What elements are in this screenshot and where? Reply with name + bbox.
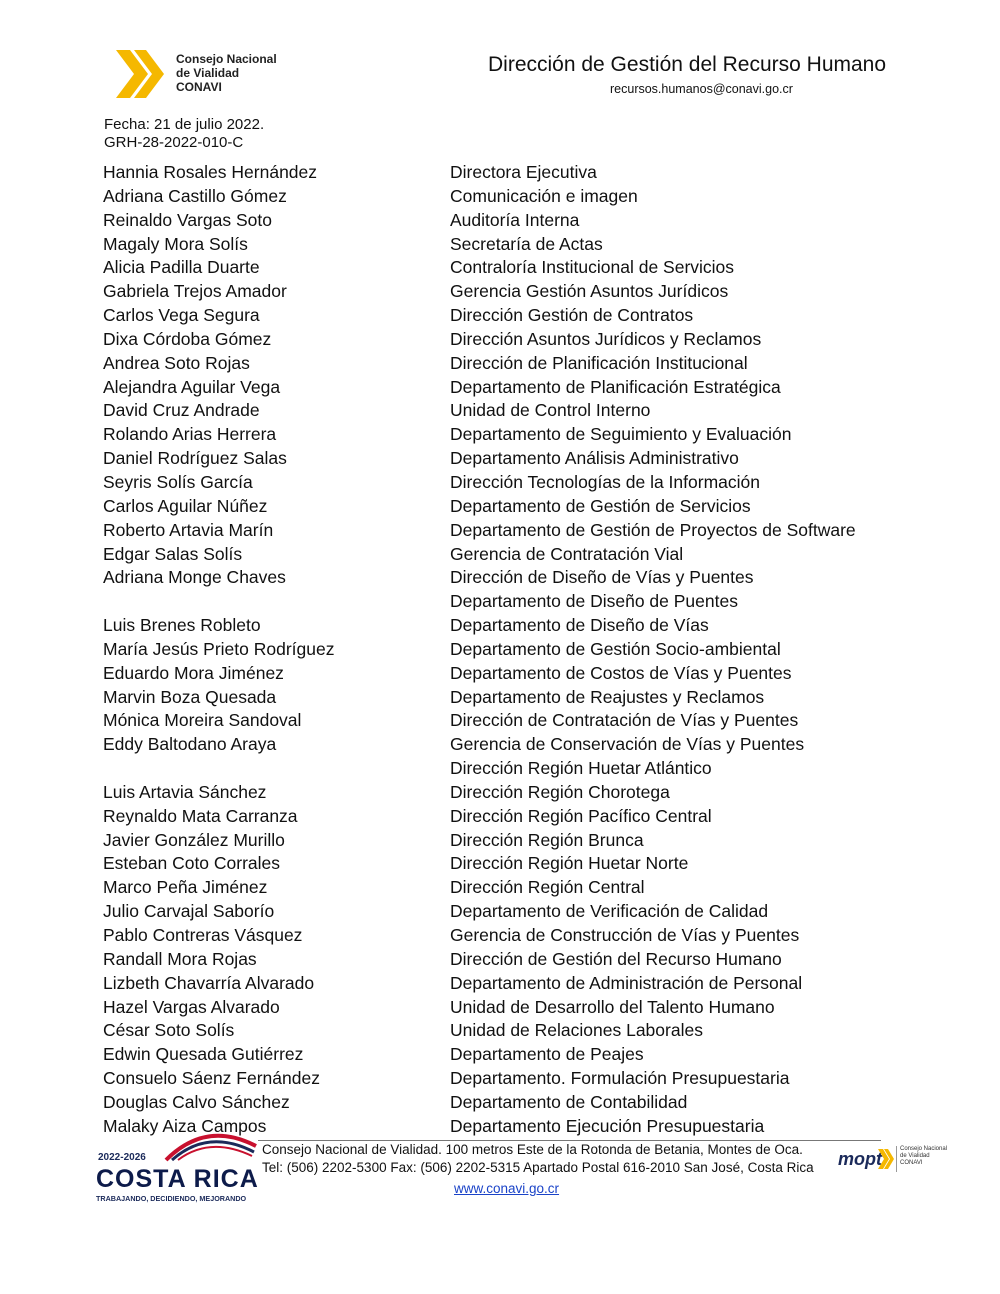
- recipient-name: Reinaldo Vargas Soto: [103, 209, 272, 230]
- conavi-logo: [112, 44, 287, 104]
- recipient-row: [103, 1043, 893, 1067]
- recipient-name: Esteban Coto Corrales: [103, 853, 281, 874]
- mopt-logo: [838, 1146, 948, 1176]
- recipient-name: Carlos Vega Segura: [103, 305, 260, 326]
- recipient-name: Consuelo Sáenz Fernández: [103, 1068, 320, 1089]
- recipient-name: Adriana Castillo Gómez: [103, 185, 287, 206]
- recipient-row: [103, 233, 893, 257]
- mopt-wordmark: mopt: [838, 1149, 882, 1169]
- recipient-row: [103, 471, 893, 495]
- recipient-row: [103, 352, 893, 376]
- recipient-unit: Departamento Análisis Administrativo: [450, 448, 739, 469]
- recipient-name: Julio Carvajal Saborío: [103, 901, 275, 922]
- recipient-list: [103, 161, 893, 1139]
- recipient-name: Mónica Moreira Sandoval: [103, 710, 302, 731]
- website-link[interactable]: www.conavi.go.cr: [454, 1181, 560, 1196]
- recipient-name: Luis Artavia Sánchez: [103, 781, 267, 802]
- recipient-row: [103, 781, 893, 805]
- recipient-row: [103, 638, 893, 662]
- recipient-unit: Departamento de Seguimiento y Evaluación: [450, 424, 792, 445]
- recipient-row: [103, 1067, 893, 1091]
- recipient-row: [103, 900, 893, 924]
- department-email: recursos.humanos@conavi.go.cr: [610, 82, 793, 96]
- recipient-unit: Dirección Región Pacífico Central: [450, 805, 712, 826]
- recipient-name: María Jesús Prieto Rodríguez: [103, 638, 335, 659]
- document-date: Fecha: 21 de julio 2022.: [104, 116, 265, 133]
- recipient-name: Eduardo Mora Jiménez: [103, 662, 284, 683]
- recipient-name: Luis Brenes Robleto: [103, 615, 261, 636]
- recipient-unit: Departamento de Diseño de Vías: [450, 615, 709, 636]
- recipient-unit: Dirección Región Chorotega: [450, 781, 670, 802]
- recipient-unit: Dirección Asuntos Jurídicos y Reclamos: [450, 328, 762, 349]
- recipient-row: [103, 757, 893, 781]
- recipient-name: Alicia Padilla Duarte: [103, 257, 260, 278]
- recipient-name: Randall Mora Rojas: [103, 948, 257, 969]
- recipient-row: [103, 686, 893, 710]
- conavi-logo-text: [176, 52, 277, 94]
- recipient-unit: Departamento de Reajustes y Reclamos: [450, 686, 765, 707]
- recipient-name: Eddy Baltodano Araya: [103, 734, 277, 755]
- cr-name: COSTA RICA: [96, 1165, 259, 1193]
- recipient-name: Rolando Arias Herrera: [103, 424, 277, 445]
- mopt-separator: [896, 1146, 897, 1172]
- recipient-name: Roberto Artavia Marín: [103, 519, 274, 540]
- recipient-name: César Soto Solís: [103, 1020, 235, 1041]
- recipient-row: [103, 304, 893, 328]
- recipient-unit: Gerencia de Conservación de Vías y Puentes: [450, 734, 805, 755]
- recipient-unit: Dirección Tecnologías de la Información: [450, 471, 760, 492]
- recipient-name: Lizbeth Chavarría Alvarado: [103, 972, 315, 993]
- recipient-unit: Dirección Región Huetar Norte: [450, 853, 689, 874]
- recipient-row: [103, 543, 893, 567]
- footer-phone: Tel: (506) 2202-5300 Fax: (506) 2202-5315 Apartado Postal 616-2010 San José, Costa Rica: [262, 1160, 814, 1175]
- recipient-unit: Departamento de Gestión de Servicios: [450, 495, 751, 516]
- recipient-unit: Gerencia de Construcción de Vías y Puentes: [450, 925, 800, 945]
- recipient-name: Malaky Aiza Campos: [103, 1115, 267, 1136]
- recipient-name: Andrea Soto Rojas: [103, 352, 250, 373]
- recipient-unit: Unidad de Desarrollo del Talento Humano: [450, 996, 775, 1017]
- logo-line-1: Consejo Nacional: [176, 52, 277, 66]
- recipient-name: Edgar Salas Solís: [103, 543, 243, 564]
- recipient-row: [103, 185, 893, 209]
- recipient-row: [103, 876, 893, 900]
- recipient-unit: Dirección de Diseño de Vías y Puentes: [450, 567, 754, 588]
- recipient-unit: Departamento. Formulación Presupuestaria: [450, 1068, 790, 1089]
- recipient-name: Alejandra Aguilar Vega: [103, 376, 281, 397]
- recipient-row: [103, 1019, 893, 1043]
- costa-rica-government-logo: [96, 1122, 261, 1204]
- recipient-unit: Comunicación e imagen: [450, 185, 638, 206]
- recipient-row: [103, 852, 893, 876]
- recipient-row: [103, 614, 893, 638]
- recipient-row: [103, 519, 893, 543]
- recipient-name: Reynaldo Mata Carranza: [103, 805, 298, 826]
- recipient-name: David Cruz Andrade: [103, 400, 260, 421]
- recipient-row: [103, 447, 893, 471]
- recipient-unit: Departamento de Administración de Personal: [450, 972, 803, 993]
- recipient-unit: Dirección Región Huetar Atlántico: [450, 758, 712, 779]
- recipient-unit: Dirección Gestión de Contratos: [450, 305, 694, 326]
- mopt-conavi-text: [900, 1146, 947, 1167]
- recipient-row: [103, 829, 893, 853]
- recipient-unit: Dirección Región Brunca: [450, 829, 644, 850]
- recipient-row: [103, 423, 893, 447]
- recipient-row: [103, 1091, 893, 1115]
- recipient-name: Javier González Murillo: [103, 829, 285, 850]
- recipient-unit: Dirección de Planificación Institucional: [450, 352, 748, 373]
- department-title: Dirección de Gestión del Recurso Humano: [488, 53, 887, 76]
- recipient-unit: Departamento de Gestión Socio-ambiental: [450, 638, 781, 659]
- recipient-unit: Departamento de Gestión de Proyectos de Software: [450, 519, 856, 540]
- recipient-unit: Dirección de Gestión del Recurso Humano: [450, 948, 782, 969]
- recipient-row: [103, 328, 893, 352]
- recipient-row: [103, 709, 893, 733]
- mopt-line-3: CONAVI: [900, 1160, 923, 1166]
- recipient-name: Carlos Aguilar Núñez: [103, 495, 268, 516]
- recipient-unit: Departamento de Verificación de Calidad: [450, 901, 769, 922]
- recipient-row: [103, 662, 893, 686]
- recipient-unit: Dirección de Contratación de Vías y Puentes: [450, 710, 799, 731]
- recipient-unit: Departamento de Contabilidad: [450, 1091, 688, 1112]
- recipient-unit: Departamento de Costos de Vías y Puentes: [450, 662, 792, 683]
- recipient-row: [103, 256, 893, 280]
- footer-address: Consejo Nacional de Vialidad. 100 metros Este de la Rotonda de Betania, Montes de Oca.: [262, 1142, 803, 1157]
- recipient-name: Seyris Solís García: [103, 471, 253, 492]
- recipient-unit: Auditoría Interna: [450, 209, 580, 230]
- recipient-name: Hannia Rosales Hernández: [103, 162, 318, 182]
- recipient-unit: Secretaría de Actas: [450, 233, 603, 254]
- recipient-unit: Contraloría Institucional de Servicios: [450, 257, 735, 278]
- cr-tagline: TRABAJANDO, DECIDIENDO, MEJORANDO: [96, 1194, 247, 1203]
- recipient-name: Douglas Calvo Sánchez: [103, 1091, 290, 1112]
- recipient-unit: Departamento Ejecución Presupuestaria: [450, 1115, 765, 1136]
- recipient-row: [103, 376, 893, 400]
- recipient-unit: Gerencia Gestión Asuntos Jurídicos: [450, 281, 729, 302]
- recipient-name: Gabriela Trejos Amador: [103, 281, 287, 302]
- recipient-row: [103, 996, 893, 1020]
- recipient-unit: Departamento de Peajes: [450, 1044, 644, 1065]
- recipient-row: [103, 924, 893, 948]
- document-meta: [104, 116, 264, 152]
- mopt-line-1: Consejo Nacional: [900, 1146, 948, 1152]
- recipient-row: [103, 399, 893, 423]
- recipient-unit: Unidad de Relaciones Laborales: [450, 1020, 703, 1041]
- recipient-row: [103, 733, 893, 757]
- recipient-name: Hazel Vargas Alvarado: [103, 996, 280, 1017]
- recipient-unit: Departamento de Planificación Estratégica: [450, 376, 781, 397]
- recipient-name: Dixa Córdoba Gómez: [103, 328, 272, 349]
- recipient-row: [103, 209, 893, 233]
- recipient-unit: Departamento de Diseño de Puentes: [450, 591, 738, 612]
- conavi-chevron-icon: [112, 44, 172, 104]
- footer-contact: [262, 1141, 814, 1177]
- recipient-unit: Gerencia de Contratación Vial: [450, 543, 684, 564]
- logo-line-3: CONAVI: [176, 80, 222, 94]
- mopt-line-2: de Vialidad: [900, 1153, 930, 1159]
- cr-years: 2022-2026: [98, 1152, 146, 1163]
- document-reference: GRH-28-2022-010-C: [104, 134, 244, 151]
- recipient-name: Edwin Quesada Gutiérrez: [103, 1044, 304, 1065]
- mopt-chevron-icon: [878, 1148, 894, 1170]
- recipient-row: [103, 280, 893, 304]
- recipient-name: Marvin Boza Quesada: [103, 686, 277, 707]
- recipient-row: [103, 161, 893, 185]
- recipient-row: [103, 495, 893, 519]
- recipient-row: [103, 590, 893, 614]
- recipient-name: Daniel Rodríguez Salas: [103, 448, 287, 469]
- recipient-name: Adriana Monge Chaves: [103, 567, 286, 588]
- recipient-unit: Dirección Región Central: [450, 877, 645, 898]
- recipient-row: [103, 948, 893, 972]
- recipient-row: [103, 972, 893, 996]
- recipient-row: [103, 805, 893, 829]
- recipient-row: [103, 566, 893, 590]
- recipient-unit: Directora Ejecutiva: [450, 162, 597, 182]
- recipient-name: Pablo Contreras Vásquez: [103, 925, 303, 945]
- recipient-unit: Unidad de Control Interno: [450, 400, 651, 421]
- recipient-name: Magaly Mora Solís: [103, 233, 248, 254]
- recipient-name: Marco Peña Jiménez: [103, 877, 268, 898]
- logo-line-2: de Vialidad: [176, 66, 240, 80]
